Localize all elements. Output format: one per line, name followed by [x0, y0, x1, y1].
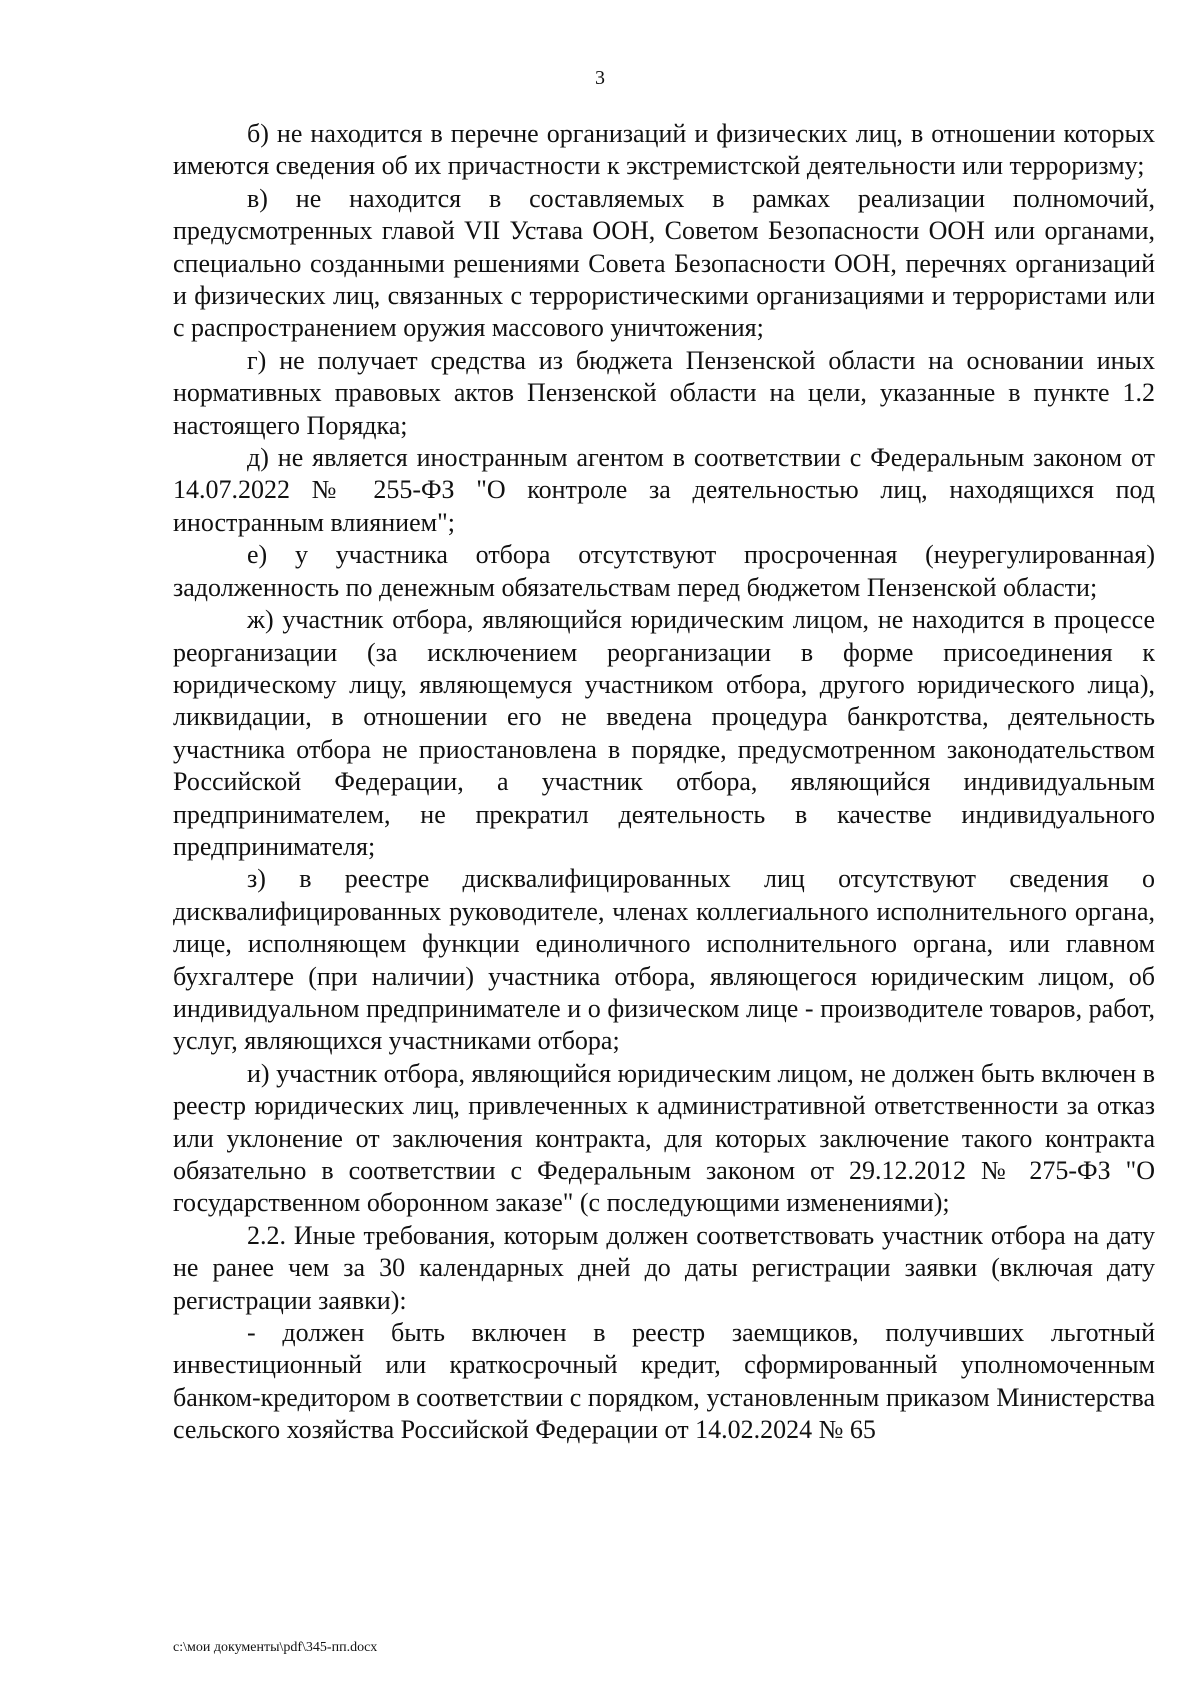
paragraph-2-2: 2.2. Иные требования, которым должен соответствовать участник отбора на дату не ранее чем за 30 календарных дней до даты регистрации заявки (включая дату регистрации заявки): [173, 1220, 1155, 1315]
paragraph-d: д) не является иностранным агентом в соответствии с Федеральным законом от 14.07.2022 № 255-ФЗ "О контроле за деятельностью лиц, находящихся под иностранным влиянием"; [173, 443, 1155, 537]
page-number: 3 [595, 67, 605, 89]
paragraph-i: и) участник отбора, являющийся юридическим лицом, не должен быть включен в реестр юридических лиц, привлеченных к административной ответственности за отказ или уклонение от заключения контракта, для которых заключение такого контракта обязательно в соответствии с Федеральным законом от 29.12.2012 № 275-ФЗ "О государственном оборонном заказе" (с последующими изменениями); [173, 1058, 1155, 1218]
paragraph-zh: ж) участник отбора, являющийся юридическим лицом, не находится в процессе реорганизации (за исключением реорганизации в форме присоединения к юридическому лицу, являющемуся участником отбора, другого юридического лица), ликвидации, в отношении его не введена процедура банкротства, деятельность участника отбора не приостановлена в порядке, предусмотренном законодательством Российской Федерации, а участник отбора, являющийся индивидуальным предпринимателем, не прекратил деятельность в качестве индивидуального предпринимателя; [173, 605, 1155, 861]
paragraph-v: в) не находится в составляемых в рамках реализации полномочий, предусмотренных главой VII Устава ООН, Советом Безопасности ООН или органами, специально созданными решениями Совета Безопасности ООН, перечнях организаций и физических лиц, связанных с террористическими организациями и террористами или с распространением оружия массового уничтожения; [173, 183, 1155, 343]
paragraph-bullet: - должен быть включен в реестр заемщиков, получивших льготный инвестиционный или краткосрочный кредит, сформированный уполномоченным банком-кредитором в соответствии с порядком, установленным приказом Министерства сельского хозяйства Российской Федерации от 14.02.2024 № 65 [173, 1318, 1155, 1445]
paragraph-z: з) в реестре дисквалифицированных лиц отсутствуют сведения о дисквалифицированных руководителе, членах коллегиального исполнительного органа, лице, исполняющем функции единоличного исполнительного органа, или главном бухгалтере (при наличии) участника отбора, являющегося юридическим лицом, об индивидуальном предпринимателе и о физическом лице - производителе товаров, работ, услуг, являющихся участниками отбора; [173, 864, 1155, 1056]
document-body [173, 118, 1155, 1447]
paragraph-g: г) не получает средства из бюджета Пензенской области на основании иных нормативных правовых актов Пензенской области на цели, указанные в пункте 1.2 настоящего Порядка; [173, 345, 1155, 440]
paragraph-e: е) у участника отбора отсутствуют просроченная (неурегулированная) задолженность по денежным обязательствам перед бюджетом Пензенской области; [173, 540, 1155, 602]
paragraph-b: б) не находится в перечне организаций и физических лиц, в отношении которых имеются сведения об их причастности к экстремистской деятельности или терроризму; [173, 119, 1155, 181]
footer-file-path: c:\мои документы\pdf\345-пп.docx [173, 1640, 378, 1655]
